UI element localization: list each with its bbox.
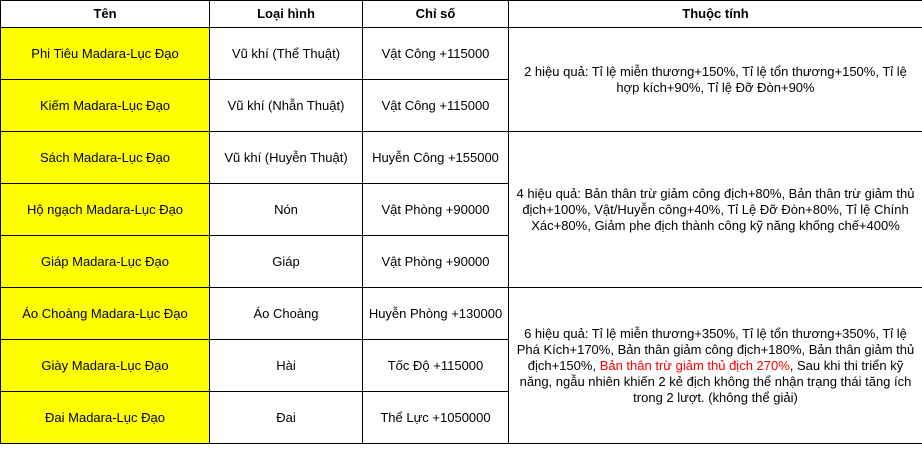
item-name: Hộ ngạch Madara-Lục Đạo	[1, 184, 210, 236]
set-bonus-6-text: 6 hiệu quả: Tỉ lệ miễn thương+350%, Tỉ lệ tổn thương+350%, Tỉ lệ Phá Kích+170%, Bản thân giảm công địch+180%, Bản thân giảm thủ địch+150%,	[516, 325, 915, 373]
set-bonus-6-text-end: , Sau khi thi triển kỹ năng, ngẫu nhiên khiến 2 kẻ địch không thể nhận trạng thái tăng ích trong 2 lượt. (không thể giải)	[519, 357, 912, 405]
item-stat: Tốc Độ +115000	[363, 340, 509, 392]
header-row	[1, 1, 922, 28]
set-bonus-2: 2 hiệu quả: Tỉ lệ miễn thương+150%, Tỉ lệ tổn thương+150%, Tỉ lệ hợp kích+90%, Tỉ lệ Đỡ Đòn+90%	[509, 28, 922, 132]
item-name: Giày Madara-Lục Đạo	[1, 340, 210, 392]
item-stat: Huyễn Phòng +130000	[363, 288, 509, 340]
item-name: Phi Tiêu Madara-Lục Đạo	[1, 28, 210, 80]
item-name: Đai Madara-Lục Đạo	[1, 392, 210, 444]
item-stat: Vật Công +115000	[363, 80, 509, 132]
item-type: Đai	[210, 392, 363, 444]
item-stat: Vật Công +115000	[363, 28, 509, 80]
item-type: Nón	[210, 184, 363, 236]
set-bonus-6-highlight: Bản thân trừ giảm thủ địch 270%	[599, 357, 790, 373]
item-stat: Huyễn Công +155000	[363, 132, 509, 184]
table-row	[1, 288, 922, 340]
item-stat: Vật Phòng +90000	[363, 184, 509, 236]
header-type: Loại hình	[210, 1, 363, 28]
set-bonus-4: 4 hiệu quả: Bản thân trừ giảm công địch+80%, Bản thân trừ giảm thủ địch+100%, Vật/Huyễn công+40%, Tỉ Lệ Đỡ Đòn+80%, Tỉ lệ Chính Xác+80%, Giảm phe địch thành công kỹ năng khống chế+400%	[509, 132, 922, 288]
item-name: Sách Madara-Lục Đạo	[1, 132, 210, 184]
item-type: Hài	[210, 340, 363, 392]
header-stat: Chỉ số	[363, 1, 509, 28]
item-type: Vũ khí (Huyễn Thuật)	[210, 132, 363, 184]
item-stat: Thể Lực +1050000	[363, 392, 509, 444]
header-name: Tên	[1, 1, 210, 28]
header-attribute: Thuộc tính	[509, 1, 922, 28]
item-name: Kiếm Madara-Lục Đạo	[1, 80, 210, 132]
item-type: Vũ khí (Nhẫn Thuật)	[210, 80, 363, 132]
table-row	[1, 28, 922, 80]
table-row	[1, 132, 922, 184]
item-type: Vũ khí (Thể Thuật)	[210, 28, 363, 80]
item-type: Áo Choàng	[210, 288, 363, 340]
set-bonus-6	[509, 288, 922, 444]
item-name: Giáp Madara-Lục Đạo	[1, 236, 210, 288]
item-type: Giáp	[210, 236, 363, 288]
item-stat: Vật Phòng +90000	[363, 236, 509, 288]
item-name: Áo Choàng Madara-Lục Đạo	[1, 288, 210, 340]
